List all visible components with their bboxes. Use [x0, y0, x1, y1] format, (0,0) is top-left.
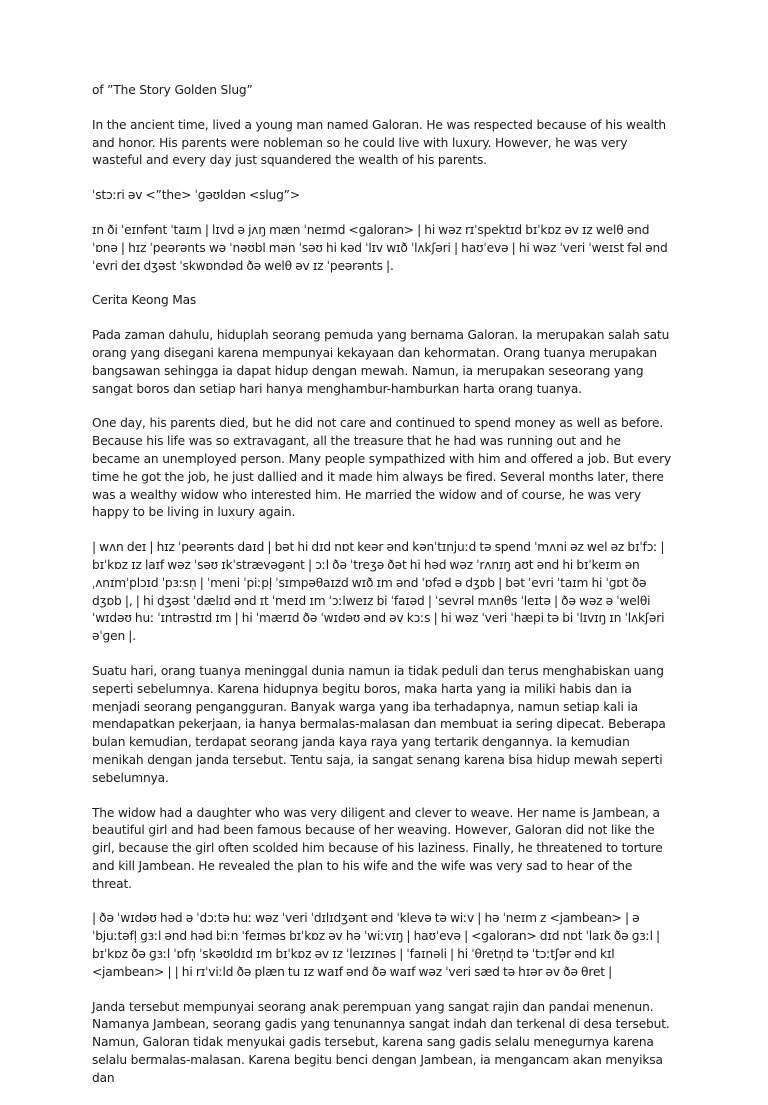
body-paragraph: Suatu hari, orang tuanya meninggal dunia namun ia tidak peduli dan terus menghabiskan uang seperti sebelumnya. Karena hidupnya begitu boros, maka harta yang ia miliki habis dan ia menjadi seorang pengangguran. Banyak warga yang iba terhadapnya, namun setiap kali ia mendapatkan pekerjaan, ia hanya bermalas-malasan dan membuat ia sering dipecat. Beberapa bulan kemudian, terdapat seorang janda kaya raya yang tertarik dengannya. Ia kemudian menikah dengan janda tersebut. Tentu saja, ia sangat senang karena bisa hidup mewah seperti sebelumnya. — [92, 663, 666, 785]
body-paragraph: Pada zaman dahulu, hiduplah seorang pemuda yang bernama Galoran. Ia merupakan salah satu orang yang disegani karena mempunyai kekayaan dan kehormatan. Orang tuanya merupakan bangsawan sehingga ia dapat hidup dengan mewah. Namun, ia merupakan seseorang yang sangat boros dan setiap hari hanya menghambur-hamburkan harta orang tuanya. — [92, 328, 670, 396]
body-paragraph: Janda tersebut mempunyai seorang anak perempuan yang sangat rajin dan pandai menenun. Namanya Jambean, seorang gadis yang tenunannya sangat indah dan terkenal di desa tersebut. Namun, Galoran tidak menyukai gadis tersebut, karena sang gadis selalu menegurnya karena selalu bermalas-malasan. Karena begitu benci dengan Jambean, ia mengancam akan menyiksa dan — [92, 999, 670, 1085]
phonetic-transcription: | ðə ˈwɪdəʊ həd ə ˈdɔːtə huː wəz ˈveri ˈdɪlɪdʒənt ənd ˈklevə tə wiːv | hə ˈneɪm z <jambean> | ə ˈbjuːtəfl̩ ɡɜːl ənd həd biːn ˈfeɪməs bɪˈkɒz əv hə ˈwiːvɪŋ | haʊˈevə | <galoran> dɪd nɒt ˈlaɪk ðə ɡɜːl | bɪˈkɒz ðə ɡɜːl ˈɒfn̩ ˈskəʊldɪd ɪm bɪˈkɒz əv ɪz ˈleɪzɪnəs | ˈfaɪnəli | hi ˈθretn̩d tə ˈtɔːtʃər ənd kɪl <jambean> | | hi rɪˈviːld ðə plæn tu ɪz waɪf ənd ðə waɪf wəz ˈveri sæd tə hɪər əv ðə θret | — [92, 911, 661, 979]
section-heading: Cerita Keong Mas — [92, 293, 197, 308]
phonetic-transcription: | wʌn deɪ | hɪz ˈpeərənts daɪd | bət hi dɪd nɒt keər ənd kənˈtɪnjuːd tə spend ˈmʌni əz wel əz bɪˈfɔː | bɪˈkɒz ɪz laɪf wəz ˈsəʊ ɪkˈstrævəɡənt | ɔːl ðə ˈtreʒə ðət hi həd wəz ˈrʌnɪŋ aʊt ənd hi bɪˈkeɪm ən ˌʌnɪmˈplɔɪd ˈpɜːsn̩ | ˈmeni ˈpiːpl̩ ˈsɪmpəθaɪzd wɪð ɪm ənd ˈɒfəd ə dʒɒb | bət ˈevri ˈtaɪm hi ˈɡɒt ðə dʒɒb |, | hi dʒəst ˈdælɪd ənd ɪt ˈmeɪd ɪm ˈɔːlweɪz bi ˈfaɪəd | ˈsevrəl mʌnθs ˈleɪtə | ðə wəz ə ˈwelθi ˈwɪdəʊ huː ˈɪntrəstɪd ɪm | hi ˈmærɪd ðə ˈwɪdəʊ ənd əv kɔːs | hi wəz ˈveri ˈhæpi tə bi ˈlɪvɪŋ ɪn ˈlʌkʃəri əˈɡen |. — [92, 540, 665, 644]
phonetic-transcription: ɪn ði ˈeɪnfənt ˈtaɪm | lɪvd ə jʌŋ mæn ˈneɪmd <galoran> | hi wəz rɪˈspektɪd bɪˈkɒz əv ɪz welθ ənd ˈɒnə | hɪz ˈpeərənts wə ˈnəʊbl mən ˈsəʊ hi kəd ˈlɪv wɪð ˈlʌkʃəri | haʊˈevə | hi wəz ˈveri ˈweɪst fəl ənd ˈevri deɪ dʒəst ˈskwɒndəd ðə welθ əv ɪz ˈpeərənts |. — [92, 222, 668, 273]
body-paragraph: One day, his parents died, but he did not care and continued to spend money as well as before. Because his life was so extravagant, all the treasure that he had was running out and he became an unemployed person. Many people sympathized with him and offered a job. But every time he got the job, he just dallied and it made him always be fired. Several months later, there was a wealthy widow who interested him. He married the widow and of course, he was very happy to be living in luxury again. — [92, 416, 672, 520]
body-paragraph: In the ancient time, lived a young man named Galoran. He was respected because of his wealth and honor. His parents were nobleman so he could live with luxury. However, he was very wasteful and every day just squandered the wealth of his parents. — [92, 117, 666, 168]
phonetic-transcription: ˈstɔːri əv <”the> ˈɡəʊldən <slug”> — [92, 188, 300, 203]
document-title: of ”The Story Golden Slug” — [92, 83, 253, 97]
body-paragraph: The widow had a daughter who was very diligent and clever to weave. Her name is Jambean, a beautiful girl and had been famous because of her weaving. However, Galoran did not like the girl, because the girl often scolded him because of his laziness. Finally, he threatened to torture and kill Jambean. He revealed the plan to his wife and the wife was very sad to hear of the threat. — [92, 805, 663, 891]
document-page — [92, 82, 672, 1105]
document-body — [92, 117, 672, 1088]
